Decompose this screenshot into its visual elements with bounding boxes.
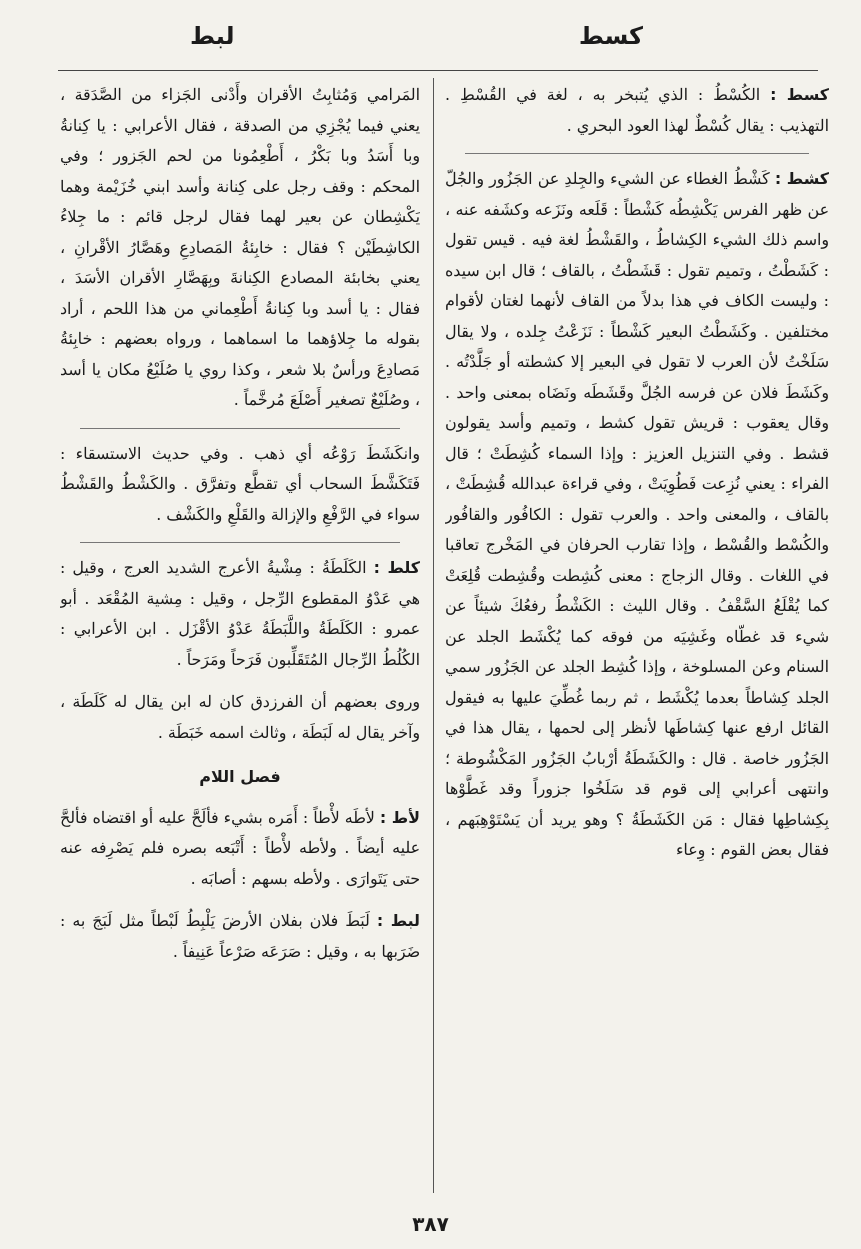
entry-divider: [465, 153, 809, 154]
section-title: فصل اللام: [199, 767, 281, 786]
entry-kshṭ: [445, 164, 829, 866]
column-divider: [433, 78, 434, 1193]
headword: كشط :: [774, 169, 829, 188]
headword: لأط :: [379, 807, 420, 827]
entry-lbṭ: [60, 906, 420, 967]
header-rule: [58, 70, 818, 71]
headword: كلط :: [373, 558, 420, 577]
entry-text: كَشْطُ الغطاء عن الشيء والجِلدِ عن الجَزُور والجُلّ عن ظهر الفرس يَكْشِطُه كَشْطاً : قَلَعه ونَزَعه وكشَفه عنه ، واسم ذلك الشيء الكِشاطُ ، والقَشْطُ لغة فيه . قيس تقول : كَشَطْتُ ، وتميم تقول : قَشَطْتُ ، بالقاف ؛ قال ابن سيده : وليست الكاف في هذا بدلاً من القاف لأنهما لغتان لأقوام مختلفين . وكَشَطْتُ البعير كَشْطاً : نَزَعْتُ جِلده ، ولا يقال سَلَخْتُ لأن العرب لا تقول في البعير إلا كشطته أو جَلَّدْتُه . وكَشَطَ فلان عن فرسه الجُلَّ وقَشَطَه ونَضَاه بمعنى واحد . وقال يعقوب : قريش تقول كشط ، وتميم وأسد يقولون قشط . وفي التنزيل العزيز : وإذا السماء كُشِطَتْ ؛ قال الفراء : يعني نُزِعت فَطُوِيَتْ ، وفي قراءة عبدالله قُشِطَتْ ، بالقاف ، والمعنى واحد . والعرب تقول : الكافُور والقافُور والكُسْط والقُسْط ، وإذا تقارب الحرفان في المَخْرج تعاقبا في اللغات . وقال الزجاج : معنى كُشِطت وقُشِطت قُلِعَتْ كما يُقْلَعُ السَّقْفُ . وقال الليث : الكَشْطُ رفعُكَ شيئاً عن شيء قد غطّاه وغَشِيَه من فوقه كما يُكْشَط الجلد عن السنام وعن المسلوخة ، وإذا كُشِط الجلد عن الجَزُور سمي الجلد كِشاطاً بعدما يُكْشَط ، ثم ربما غُطِّيَ عليها به فيقول القائل ارفع عنها كِشاطَها لأنظر إلى لحمها ، يقال هذا في الجَزُور خاصة . قال : والكَشَطَةُ أرْبابُ الجَزُور المَكْشُوطة ؛ وانتهى أعرابي إلى قوم قد سَلَخُوا جزوراً وقد غَطَّوْها بِكِشاطِها فقال : مَن الكَشَطَةُ ؟ وهو يريد أن يَسْتَوْهِبَهم ، فقال بعض القوم : وِعاء: [445, 169, 829, 859]
left-column: [60, 80, 420, 1190]
entry-kst: [445, 80, 829, 141]
entry-klṭ: [60, 553, 420, 675]
header-left-word: لبط: [190, 22, 235, 50]
entry-text: الكُسْطُ : الذي يُتبخر به ، لغة في القُسْطِ . التهذيب : يقال كُسْطٌ لهذا العود البحري .: [445, 85, 829, 135]
entry-farazdaq: [60, 687, 420, 748]
entry-text: الكَلَطَةُ : مِشْيةُ الأعرج الشديد العرج ، وقيل : هي عَدْوُ المقطوع الرِّجل ، وقيل : مِشية المُقْعَد . أبو عمرو : الكَلَطَةُ واللَّبَطَةُ عَدْوُ الأقْزَل . ابن الأعرابي : الكُلُطُ الرِّجال المُتَقَلِّبون فَرَحاً ومَرَحاً .: [60, 558, 420, 669]
right-column: [445, 80, 829, 1190]
entry-text: وروى بعضهم أن الفرزدق كان له ابن يقال له كَلَطَة ، وآخر يقال له لَبَطَة ، وثالث اسمه خَبَطَة .: [60, 692, 420, 742]
entry-continuation: [60, 80, 420, 416]
entry-text: المَرامي وَمُثابِتُ الأقران وأَدْنى الجَزاء من الصَّدَقة ، يعني فيما يُجْزِي من الصدقة ، فقال الأعرابي : يا كِنانةُ وبا أَسَدُ وبا بَكْرُ ، أَطْعِمُونا من لحم الجَزور ؛ وفي المحكم : وقف رجل على كِنانة وأسد ابني خُزَيْمة وهما يَكْشِطان عن بعير لهما فقال لرجل قائم : ما جِلاءُ الكاشِطَيْن ؟ فقال : خابِئةُ المَصادِعِ وهَصَّارُ الأقْرانِ ، يعني بخابئة المصادع الكِنانةَ وبِهَصَّارِ الأقران الأسَدَ ، فقال : يا أسد وبا كِنانةُ أَطْعِماني من هذا اللحم ، أراد بقوله ما جِلاؤهما ما اسماهما ، ورواه بعضهم : خابِئةُ مَصادِعَ ورأسٌ بلا شعر ، وكذا روي يا صُلَيْعُ مكان يا أسد ، وصُلَيْعٌ تصغير أَصْلَعَ مُرخَّماً .: [60, 85, 420, 409]
entry-text: وانكَشَطَ رَوْعُه أي ذهب . وفي حديث الاستسقاء : فَتَكَشَّطَ السحاب أي تقطَّع وتفرَّق . والكَشْطُ والقَشْطُ سواء في الرَّفْعِ والإزالة والقَلْعِ والكَشْف .: [60, 443, 420, 524]
headword: لبط :: [376, 911, 420, 930]
header-right-word: كسط: [578, 22, 643, 50]
page-number: ٣٨٧: [412, 1212, 449, 1236]
entry-lʾṭ: [60, 803, 420, 895]
entry-text: لَبَطَ فلان بفلان الأرضَ يَلْبِطُ لَبْطاً مثل لَبَجَ به : ضَرَبها به ، وقيل : صَرَعَه صَرْعاً عَنِيفاً .: [60, 911, 420, 961]
entry-divider: [80, 542, 400, 543]
entry-text: لأطَه لأْطاً : أَمَره بشيء فألَحَّ عليه أو اقتضاه فألحَّ عليه أيضاً . ولأطه لأْطاً : أَتْبَعه بصره فلم يَصْرِفه عنه حتى يَتَوارَى . ولأطه بسهم : أصابَه .: [60, 807, 420, 888]
entry-divider: [80, 428, 400, 429]
entry-inkashata: [60, 439, 420, 531]
headword: كسط :: [770, 85, 829, 104]
